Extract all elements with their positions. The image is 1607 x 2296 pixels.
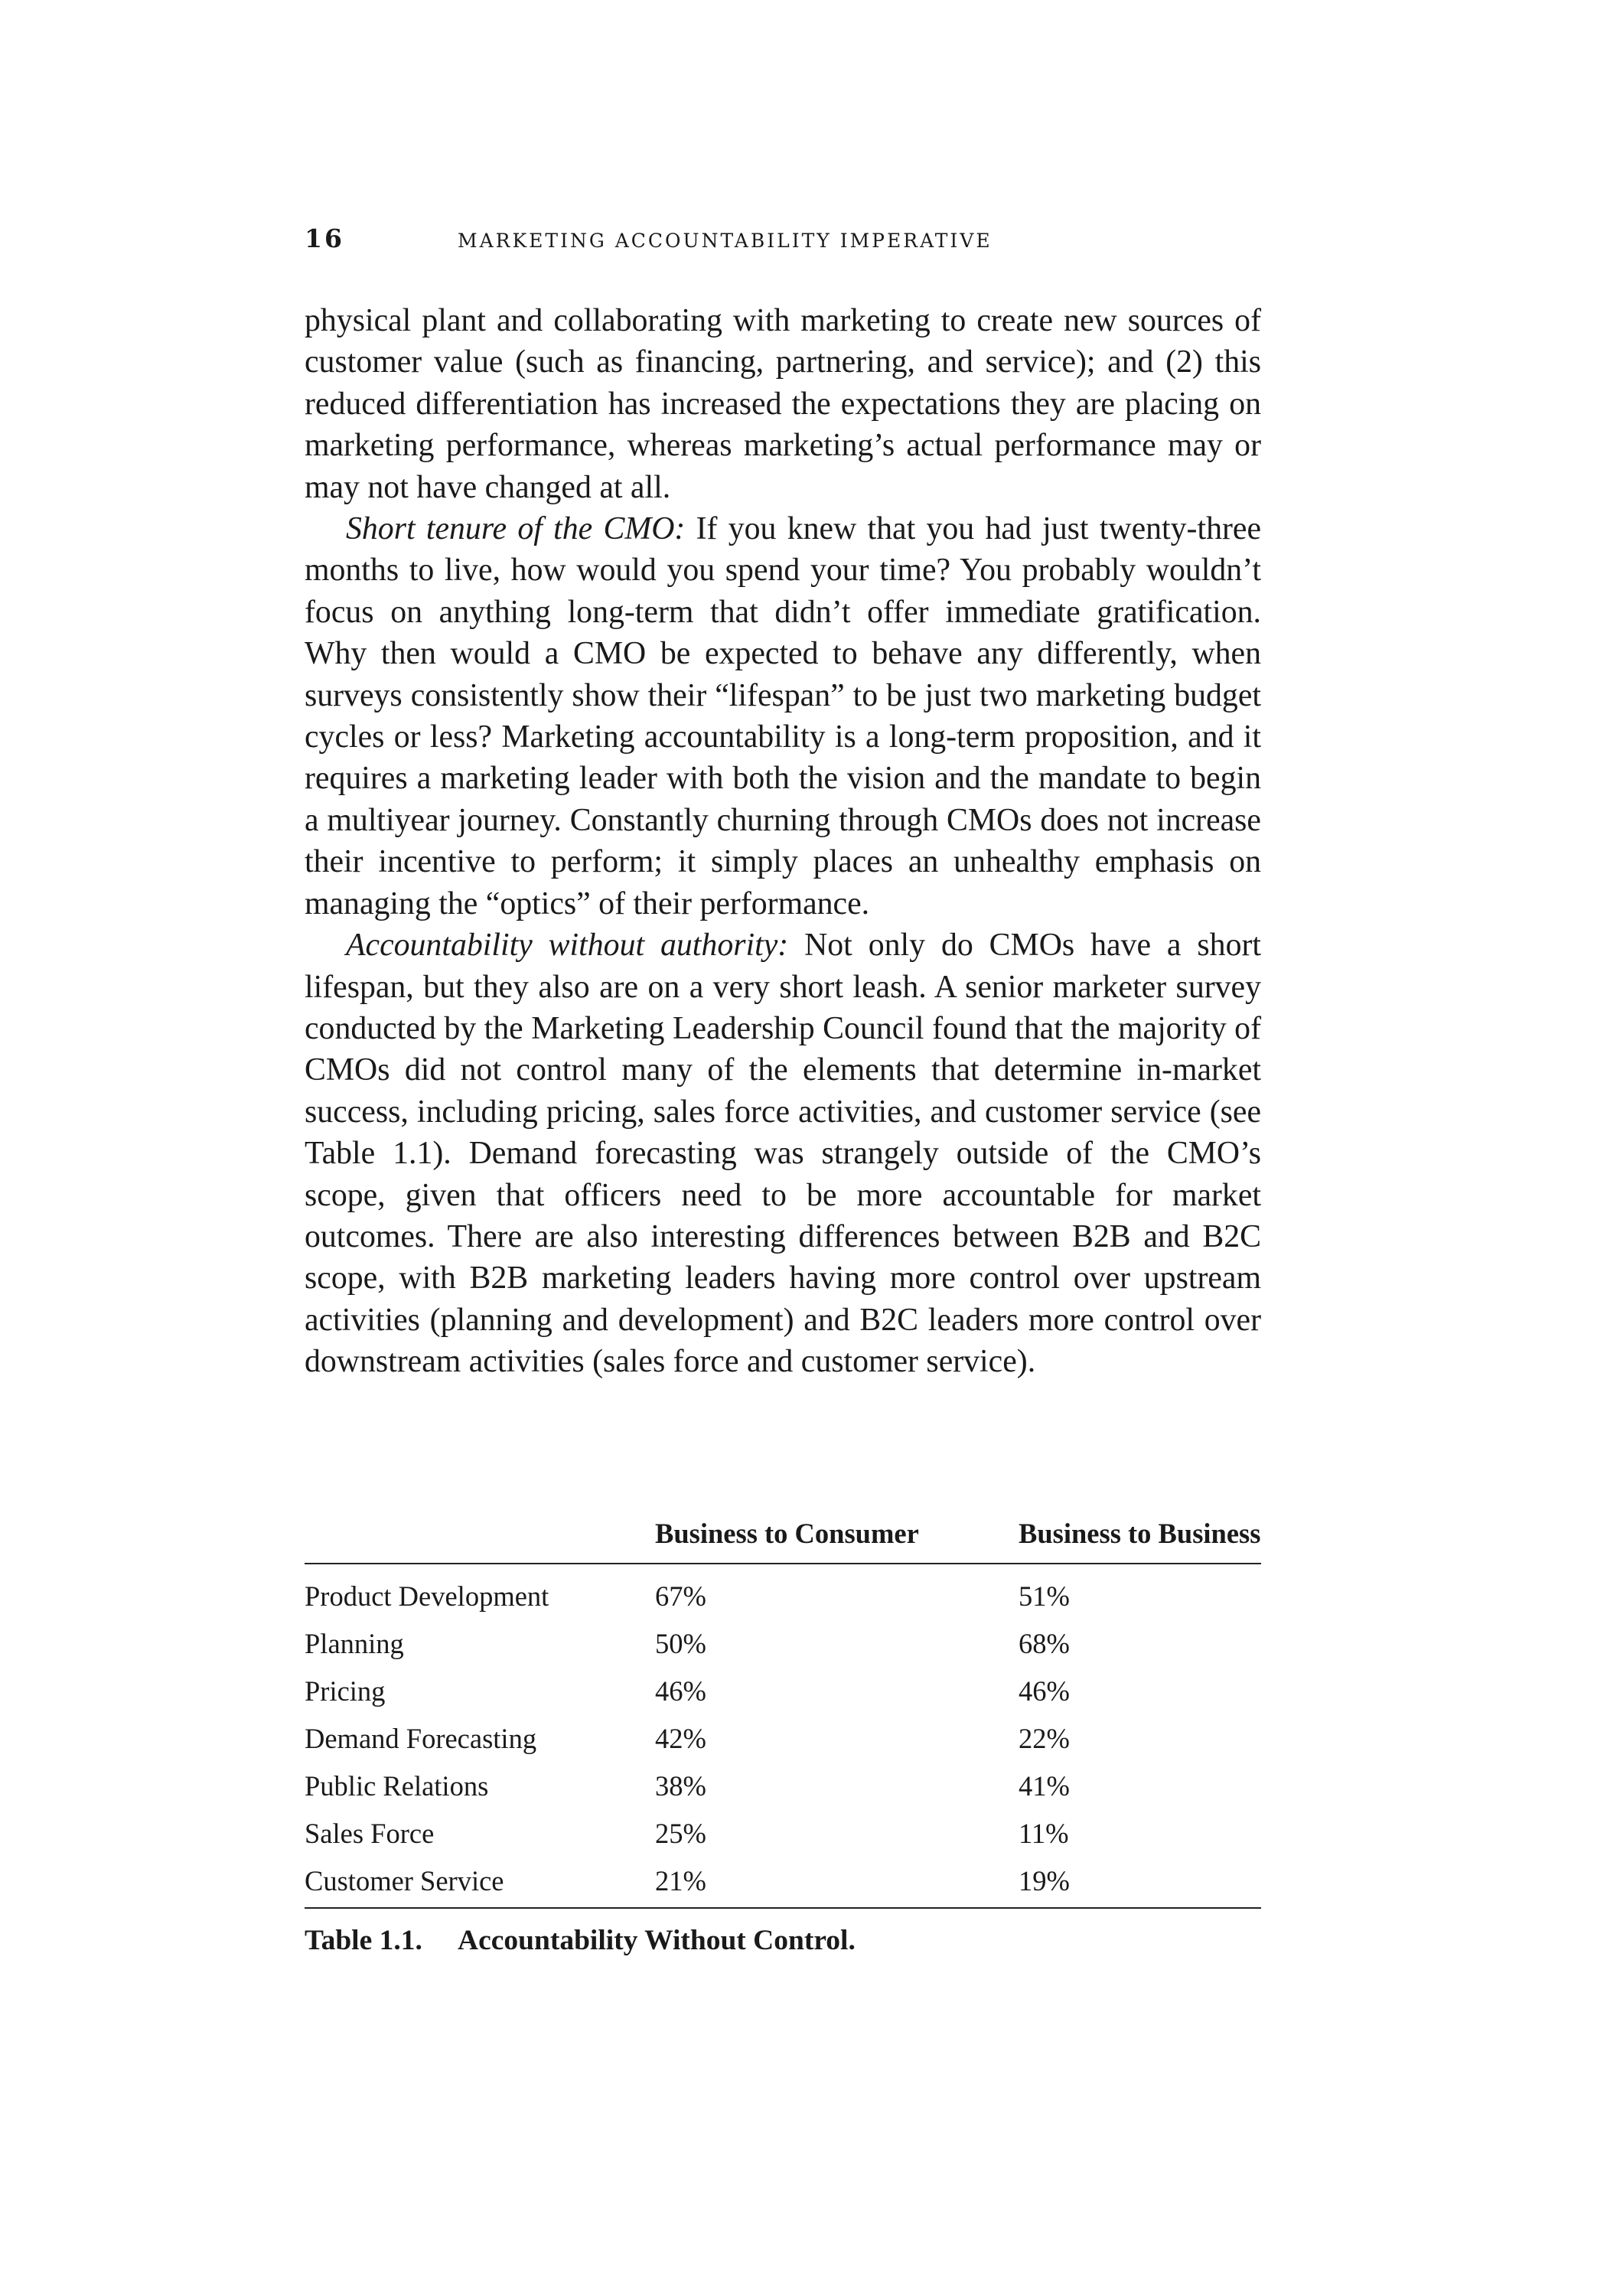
row-label: Sales Force [305,1817,435,1849]
paragraph-3-text: Not only do CMOs have a short lifespan, but they also are on a very short leash. A senior marketer survey conducted by the Marketing Leadership Council found that the majority of CMOs did not control many of the elements that determine in-market success, including pricing, sales force activities, and customer service (see Table 1.1). Demand forecasting was strangely outside of the CMO’s scope, given that officers need to be more accountable for market outcomes. There are also interesting differences between B2B and B2C scope, with B2B marketing leaders having more control over upstream activities (planning and development) and B2C leaders more control over downstream activities (sales force and customer service). [305,928,1261,1380]
b2c-value: 38% [655,1769,706,1802]
table-row [305,1564,1261,1619]
accountability-table [305,1515,1261,1909]
paragraph-3 [305,925,1261,1382]
table-row [305,1762,1261,1809]
b2b-value: 11% [1019,1817,1069,1849]
row-label: Demand Forecasting [305,1722,537,1754]
paragraph-2 [305,508,1261,925]
b2b-value: 41% [1019,1769,1070,1802]
table-row [305,1667,1261,1714]
table-header-blank [305,1515,655,1564]
running-header [305,223,1261,259]
table-row [305,1714,1261,1762]
b2b-value: 19% [1019,1857,1261,1908]
paragraph-2-lead: Short tenure of the CMO: [346,511,686,547]
table-caption-label: Table 1.1. [305,1925,422,1956]
table-1-1 [305,1515,1261,1957]
row-label: Product Development [305,1580,549,1612]
row-label: Planning [305,1627,404,1659]
b2c-value: 46% [655,1675,706,1707]
table-row [305,1619,1261,1667]
running-head-title: MARKETING ACCOUNTABILITY IMPERATIVE [458,230,993,252]
b2b-value: 51% [1019,1580,1070,1612]
paragraph-3-lead: Accountability without authority: [346,928,789,964]
b2b-value: 46% [1019,1675,1070,1707]
table-header-row [305,1515,1261,1564]
table-header-b2b: Business to Business [1019,1515,1261,1564]
page-number: 16 [305,223,344,253]
row-label: Pricing [305,1675,386,1707]
paragraph-1: physical plant and collaborating with marketing to create new sources of customer value (such as financing, partnering, and service); and (2) this reduced differentiation has increased the expectations they are placing on marketing performance, whereas marketing’s actual performance may or may not have changed at all. [305,303,1261,505]
b2b-value: 22% [1019,1722,1070,1754]
b2c-value: 67% [655,1580,706,1612]
row-label: Public Relations [305,1769,489,1802]
b2c-value: 42% [655,1722,706,1754]
b2c-value: 50% [655,1627,706,1659]
row-label: Customer Service [305,1857,655,1908]
table-row [305,1857,1261,1908]
table-header-b2c: Business to Consumer [655,1515,1019,1564]
b2c-value: 25% [655,1817,706,1849]
table-caption [305,1924,1261,1957]
table-row [305,1809,1261,1857]
body-text [305,300,1261,1383]
paragraph-2-text: If you knew that you had just twenty-three months to live, how would you spend your time? You probably wouldn’t focus on anything long-term that didn’t offer immediate gratification. Why then would a CMO be expected to behave any differently, when surveys consistently show their “lifespan” to be just two marketing budget cycles or less? Marketing accountability is a long-term proposition, and it requires a marketing leader with both the vision and the mandate to begin a multiyear journey. Constantly churning through CMOs does not increase their incentive to perform; it simply places an unhealthy emphasis on managing the “optics” of their performance. [305,511,1261,921]
table-caption-title: Accountability Without Control. [458,1925,856,1956]
b2c-value: 21% [655,1857,1019,1908]
b2b-value: 68% [1019,1627,1070,1659]
